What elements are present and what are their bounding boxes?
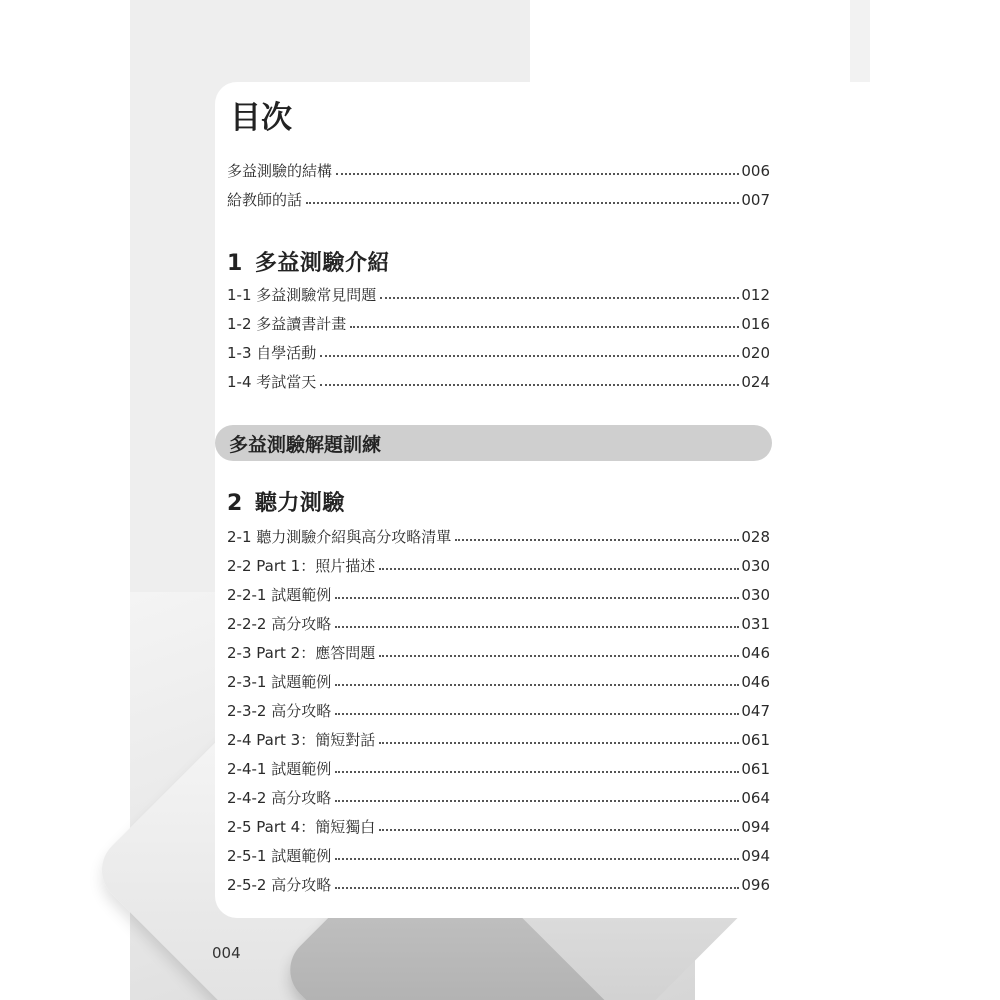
chapter-2-toc-list	[227, 522, 770, 899]
toc-entry-page: 094	[741, 846, 770, 865]
toc-entry-page: 020	[741, 343, 770, 362]
toc-entry[interactable]	[227, 754, 770, 783]
toc-entry-page: 096	[741, 875, 770, 894]
toc-entry-label: 2-3-1 試題範例	[227, 673, 332, 691]
toc-entry-label: 2-3-2 高分攻略	[227, 702, 332, 720]
chapter-number: 1	[227, 251, 243, 276]
toc-entry[interactable]	[227, 367, 770, 396]
toc-entry-label: 1-1 多益測驗常見問題	[227, 286, 377, 304]
dot-leader	[380, 297, 739, 299]
toc-entry-label: 1-3 自學活動	[227, 344, 317, 362]
dot-leader	[320, 355, 739, 357]
chapter-2-heading	[227, 486, 345, 517]
toc-entry-page: 024	[741, 372, 770, 391]
toc-entry-label: 2-2-2 高分攻略	[227, 615, 332, 633]
dot-leader	[335, 771, 739, 773]
chapter-1-toc-list	[227, 280, 770, 396]
toc-entry-label: 多益測驗的結構	[227, 162, 333, 180]
toc-entry[interactable]	[227, 696, 770, 725]
toc-entry-label: 2-1 聽力測驗介紹與高分攻略清單	[227, 528, 452, 546]
toc-entry-page: 012	[741, 285, 770, 304]
dot-leader	[379, 829, 739, 831]
toc-entry-label: 2-2-1 試題範例	[227, 586, 332, 604]
chapter-1-heading	[227, 246, 390, 277]
toc-entry-label: 2-4-1 試題範例	[227, 760, 332, 778]
toc-entry-label: 2-3 Part 2：應答問題	[227, 644, 376, 662]
section-banner: 多益測驗解題訓練	[215, 425, 772, 461]
dot-leader	[455, 539, 739, 541]
toc-entry-page: 064	[741, 788, 770, 807]
toc-entry[interactable]	[227, 638, 770, 667]
toc-entry-page: 046	[741, 643, 770, 662]
page-title: 目次	[230, 100, 292, 136]
toc-entry[interactable]	[227, 156, 770, 185]
toc-entry-label: 給教師的話	[227, 191, 303, 209]
toc-entry[interactable]	[227, 185, 770, 214]
toc-entry-page: 047	[741, 701, 770, 720]
dot-leader	[335, 684, 739, 686]
dot-leader	[350, 326, 739, 328]
toc-entry-page: 094	[741, 817, 770, 836]
toc-entry-page: 030	[741, 556, 770, 575]
page-number: 004	[212, 944, 241, 962]
toc-entry-label: 1-4 考試當天	[227, 373, 317, 391]
toc-entry-page: 061	[741, 730, 770, 749]
dot-leader	[335, 626, 739, 628]
toc-entry[interactable]	[227, 580, 770, 609]
dot-leader	[336, 173, 739, 175]
toc-entry-label: 2-5-1 試題範例	[227, 847, 332, 865]
dot-leader	[379, 742, 739, 744]
toc-entry[interactable]	[227, 812, 770, 841]
toc-entry-page: 007	[741, 190, 770, 209]
intro-toc-list	[227, 156, 770, 214]
dot-leader	[379, 655, 739, 657]
toc-entry-page: 016	[741, 314, 770, 333]
toc-entry[interactable]	[227, 522, 770, 551]
toc-entry-label: 1-2 多益讀書計畫	[227, 315, 347, 333]
dot-leader	[335, 887, 739, 889]
toc-entry-label: 2-4 Part 3：簡短對話	[227, 731, 376, 749]
toc-entry[interactable]	[227, 309, 770, 338]
toc-entry-page: 030	[741, 585, 770, 604]
dot-leader	[335, 800, 739, 802]
chapter-number: 2	[227, 491, 243, 516]
chapter-title: 多益測驗介紹	[254, 251, 390, 276]
background-top-gap	[530, 0, 850, 82]
toc-entry[interactable]	[227, 841, 770, 870]
toc-entry[interactable]	[227, 280, 770, 309]
dot-leader	[335, 858, 739, 860]
dot-leader	[379, 568, 739, 570]
toc-entry-label: 2-5-2 高分攻略	[227, 876, 332, 894]
dot-leader	[306, 202, 739, 204]
background-strip	[850, 0, 870, 82]
toc-entry-page: 061	[741, 759, 770, 778]
dot-leader	[335, 713, 739, 715]
toc-entry[interactable]	[227, 551, 770, 580]
toc-entry-label: 2-5 Part 4：簡短獨白	[227, 818, 376, 836]
chapter-title: 聽力測驗	[254, 491, 345, 516]
dot-leader	[320, 384, 739, 386]
toc-entry-page: 031	[741, 614, 770, 633]
toc-entry[interactable]	[227, 870, 770, 899]
toc-card	[215, 82, 870, 918]
toc-entry[interactable]	[227, 338, 770, 367]
toc-entry[interactable]	[227, 725, 770, 754]
toc-entry[interactable]	[227, 783, 770, 812]
toc-entry-page: 028	[741, 527, 770, 546]
toc-entry-page: 046	[741, 672, 770, 691]
toc-entry-label: 2-4-2 高分攻略	[227, 789, 332, 807]
toc-entry-label: 2-2 Part 1：照片描述	[227, 557, 376, 575]
toc-entry[interactable]	[227, 609, 770, 638]
dot-leader	[335, 597, 739, 599]
toc-entry-page: 006	[741, 161, 770, 180]
toc-entry[interactable]	[227, 667, 770, 696]
